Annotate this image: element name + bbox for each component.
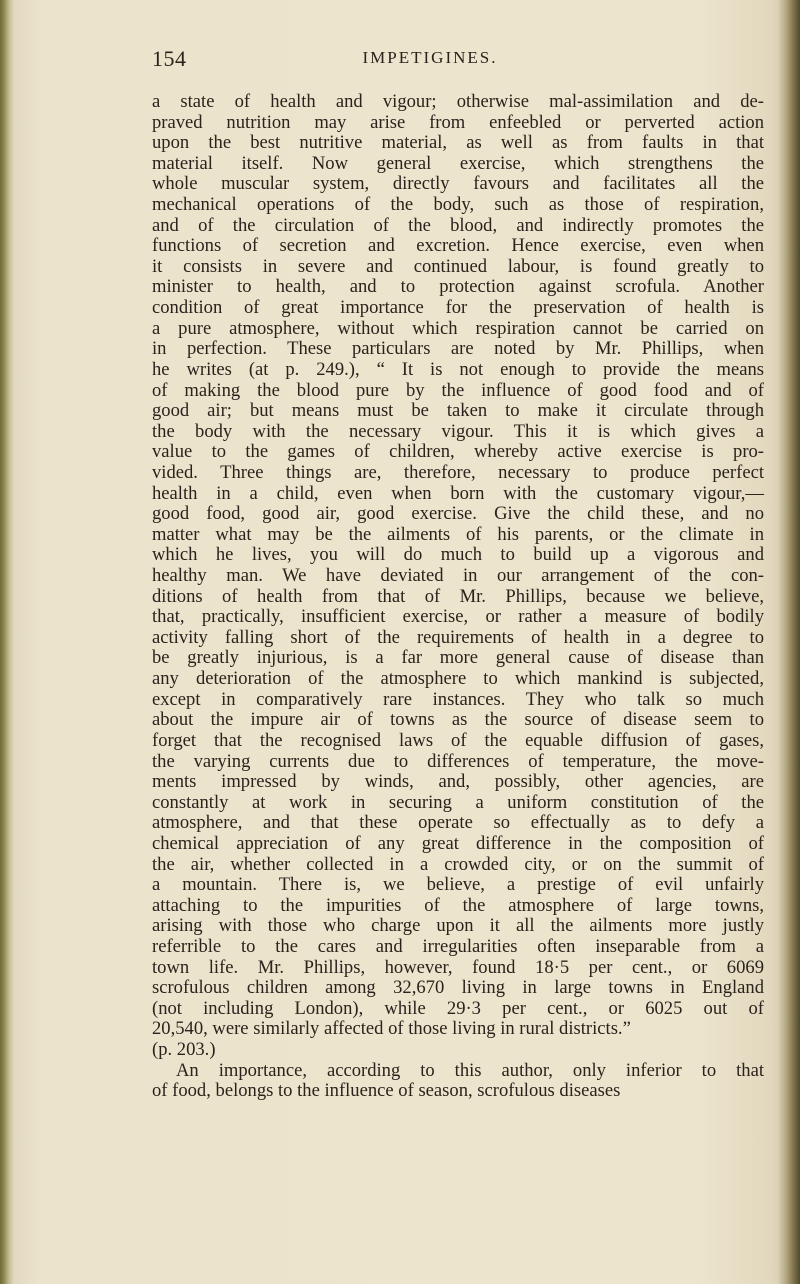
text-line: attaching to the impurities of the atmosphere of large towns, bbox=[152, 894, 764, 916]
text-line: of food, belongs to the influence of season, scrofulous diseases bbox=[152, 1080, 621, 1102]
text-line: condition of great importance for the preservation of health is bbox=[152, 297, 764, 319]
text-line: chemical appreciation of any great difference in the composition of bbox=[152, 832, 764, 854]
text-line: a mountain. There is, we believe, a prestige of evil unfairly bbox=[152, 874, 764, 896]
text-line: functions of secretion and excretion. Hence exercise, even when bbox=[152, 235, 764, 257]
running-head: IMPETIGINES. bbox=[362, 48, 498, 67]
text-line: and of the circulation of the blood, and indirectly promotes the bbox=[152, 214, 764, 236]
text-line: An importance, according to this author, only inferior to that bbox=[176, 1059, 764, 1081]
text-line: except in comparatively rare instances. They who talk so much bbox=[152, 688, 764, 710]
page-number: 154 bbox=[152, 46, 187, 71]
text-line: activity falling short of the requirements of health in a degree to bbox=[152, 626, 764, 648]
text-line: forget that the recognised laws of the equable diffusion of gases, bbox=[152, 729, 764, 751]
text-line: matter what may be the ailments of his parents, or the climate in bbox=[152, 523, 764, 545]
text-line: it consists in severe and continued labour, is found greatly to bbox=[152, 255, 764, 277]
text-line: arising with those who charge upon it all the ailments more justly bbox=[152, 915, 764, 937]
text-line: ditions of health from that of Mr. Phillips, because we believe, bbox=[152, 585, 764, 607]
text-line: (p. 203.) bbox=[152, 1039, 216, 1061]
page-left-edge bbox=[0, 0, 14, 1284]
text-line: scrofulous children among 32,670 living in large towns in England bbox=[152, 977, 764, 999]
text-line: he writes (at p. 249.), “ It is not enough to provide the means bbox=[152, 358, 764, 380]
page-right-edge bbox=[778, 0, 800, 1284]
text-line: the air, whether collected in a crowded city, or on the summit of bbox=[152, 853, 764, 875]
text-line: ments impressed by winds, and, possibly, other agencies, are bbox=[152, 771, 764, 793]
text-line: (not including London), while 29·3 per cent., or 6025 out of bbox=[152, 997, 764, 1019]
text-line: town life. Mr. Phillips, however, found 18·5 per cent., or 6069 bbox=[152, 956, 764, 978]
text-line: about the impure air of towns as the source of disease seem to bbox=[152, 709, 764, 731]
text-line: minister to health, and to protection against scrofula. Another bbox=[152, 276, 764, 298]
text-line: vided. Three things are, therefore, necessary to produce perfect bbox=[152, 461, 764, 483]
text-line: material itself. Now general exercise, which strengthens the bbox=[152, 152, 764, 174]
text-line: a state of health and vigour; otherwise mal-assimilation and de- bbox=[152, 91, 764, 112]
text-line: health in a child, even when born with the customary vigour,— bbox=[152, 482, 764, 504]
text-line: mechanical operations of the body, such as those of respiration, bbox=[152, 194, 764, 216]
text-line: good air; but means must be taken to make it circulate through bbox=[152, 400, 764, 422]
text-line: the body with the necessary vigour. This it is which gives a bbox=[152, 420, 764, 442]
text-line: 20,540, were similarly affected of those living in rural districts.” bbox=[152, 1018, 631, 1040]
text-line: any deterioration of the atmosphere to which mankind is subjected, bbox=[152, 668, 764, 690]
body-text bbox=[152, 92, 764, 1102]
text-line: whole muscular system, directly favours and facilitates all the bbox=[152, 173, 764, 195]
text-line: healthy man. We have deviated in our arrangement of the con- bbox=[152, 565, 764, 587]
text-line: a pure atmosphere, without which respiration cannot be carried on bbox=[152, 317, 764, 339]
text-line: which he lives, you will do much to build up a vigorous and bbox=[152, 544, 764, 566]
text-line: the varying currents due to differences of temperature, the move- bbox=[152, 750, 764, 772]
text-line: referrible to the cares and irregularities often inseparable from a bbox=[152, 935, 764, 957]
text-line: value to the games of children, whereby active exercise is pro- bbox=[152, 441, 764, 463]
text-line: atmosphere, and that these operate so effectually as to defy a bbox=[152, 812, 764, 834]
text-line: of making the blood pure by the influence of good food and of bbox=[152, 379, 764, 401]
text-line: constantly at work in securing a uniform constitution of the bbox=[152, 791, 764, 813]
text-line: in perfection. These particulars are noted by Mr. Phillips, when bbox=[152, 338, 764, 360]
text-line: be greatly injurious, is a far more general cause of disease than bbox=[152, 647, 764, 669]
text-line: that, practically, insufficient exercise, or rather a measure of bodily bbox=[152, 606, 764, 628]
text-line: praved nutrition may arise from enfeebled or perverted action bbox=[152, 111, 764, 133]
text-line: good food, good air, good exercise. Give the child these, and no bbox=[152, 503, 764, 525]
text-line: upon the best nutritive material, as well as from faults in that bbox=[152, 132, 764, 154]
